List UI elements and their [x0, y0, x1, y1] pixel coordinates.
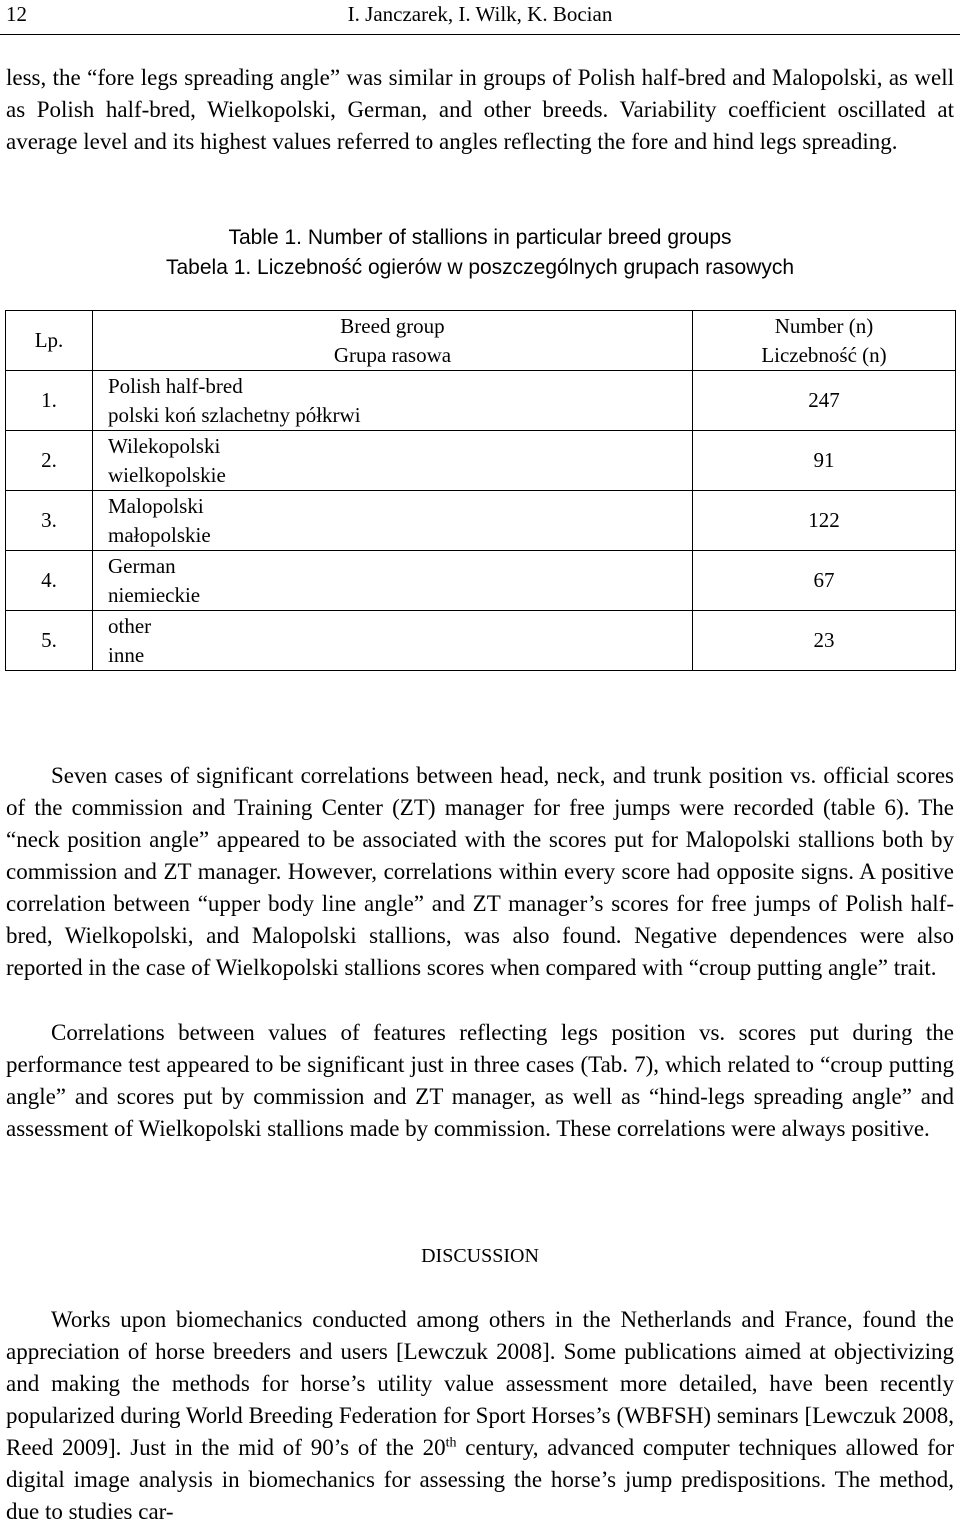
table-caption — [0, 223, 960, 283]
row-breed — [93, 611, 693, 671]
page-number: 12 — [6, 2, 27, 26]
row-lp: 5. — [6, 611, 93, 671]
row-lp: 3. — [6, 491, 93, 551]
row-number: 23 — [693, 611, 956, 671]
table-row — [6, 491, 956, 551]
header-breed-group-en: Breed group — [340, 313, 445, 338]
paragraph-correlations-legs: Correlations between values of features reflecting legs position vs. scores put during the performance test appeared to be significant just in three cases (Tab. 7), which related to “croup putting angle” and scores put by commission and ZT manager, as well as “hind-legs spreading angle” and assessment of Wielkopolski stallions made by commission. These correlations were always positive. — [6, 1020, 954, 1141]
row-lp: 1. — [6, 371, 93, 431]
row-breed — [93, 431, 693, 491]
running-title: I. Janczarek, I. Wilk, K. Bocian — [347, 2, 613, 26]
header-breed-group — [93, 311, 693, 371]
row-lp: 4. — [6, 551, 93, 611]
discussion-text-part1: Works upon biomechanics conducted among others in the Netherlands and France, found the appreciation of horse breeders and users [Lewczuk 2008]. Some publications aimed at objectivizing and making the methods for horse’s utility value assessment more detailed, have been recently popularized during World Breeding Federation for Sport Horses’s (WBFSH) seminars [Lewczuk 2008, Reed 2009]. Just in the mid of 90’s of the 20 — [6, 1307, 954, 1460]
row-number: 122 — [693, 491, 956, 551]
table-row — [6, 551, 956, 611]
row-number: 247 — [693, 371, 956, 431]
header-lp: Lp. — [6, 311, 93, 371]
row-breed-pl: wielkopolskie — [108, 462, 226, 487]
row-breed — [93, 551, 693, 611]
row-breed-pl: polski koń szlachetny półkrwi — [108, 402, 361, 427]
row-number: 67 — [693, 551, 956, 611]
table-caption-pl: Tabela 1. Liczebność ogierów w poszczególnych grupach rasowych — [165, 256, 794, 279]
ordinal-superscript: th — [445, 1435, 457, 1451]
paragraph-correlations-head-neck: Seven cases of significant correlations between head, neck, and trunk position vs. official scores of the commission and Training Center (ZT) manager for free jumps were recorded (table 6). The “neck position angle” appeared to be associated with the scores put for Malopolski stallions both by commission and ZT manager. However, correlations within every score had opposite signs. A positive correlation between “upper body line angle” and ZT manager’s scores for free jumps of Polish half-bred, Wielkopolski, and Malopolski stallions, was also found. Negative dependences were also reported in the case of Wielkopolski stallions scores when compared with “croup putting angle” trait. — [6, 763, 954, 980]
paragraph-discussion — [6, 1304, 954, 1528]
header-number-en: Number (n) — [774, 313, 874, 338]
row-breed-pl: inne — [108, 642, 145, 667]
discussion-text-part2: century, advanced computer techniques allowed for digital image analysis in biomechanics for assessing the horse’s jump predispositions. The method, due to studies car- — [6, 1435, 954, 1524]
table-row — [6, 371, 956, 431]
table-row — [6, 611, 956, 671]
table-caption-en: Table 1. Number of stallions in particular breed groups — [228, 226, 732, 249]
breed-table — [5, 310, 956, 671]
row-breed — [93, 371, 693, 431]
paragraph-variability: less, the “fore legs spreading angle” was similar in groups of Polish half-bred and Malopolski, as well as Polish half-bred, Wielkopolski, German, and other breeds. Variability coefficient oscillated at average level and its highest values referred to angles reflecting the fore and hind legs spreading. — [6, 65, 954, 154]
row-breed-en: German — [108, 553, 176, 578]
row-lp: 2. — [6, 431, 93, 491]
row-number: 91 — [693, 431, 956, 491]
running-header — [0, 0, 960, 35]
header-breed-group-pl: Grupa rasowa — [333, 342, 452, 367]
row-breed-en: other — [108, 613, 152, 638]
row-breed-pl: małopolskie — [108, 522, 211, 547]
row-breed-en: Polish half-bred — [108, 373, 243, 398]
header-number-pl: Liczebność (n) — [761, 342, 887, 367]
header-number — [693, 311, 956, 371]
row-breed-en: Wilekopolski — [108, 433, 221, 458]
row-breed-en: Malopolski — [108, 493, 204, 518]
table-row — [6, 431, 956, 491]
table-header-row — [6, 311, 956, 371]
row-breed-pl: niemieckie — [108, 582, 201, 607]
row-breed — [93, 491, 693, 551]
section-title: DISCUSSION — [421, 1245, 539, 1267]
